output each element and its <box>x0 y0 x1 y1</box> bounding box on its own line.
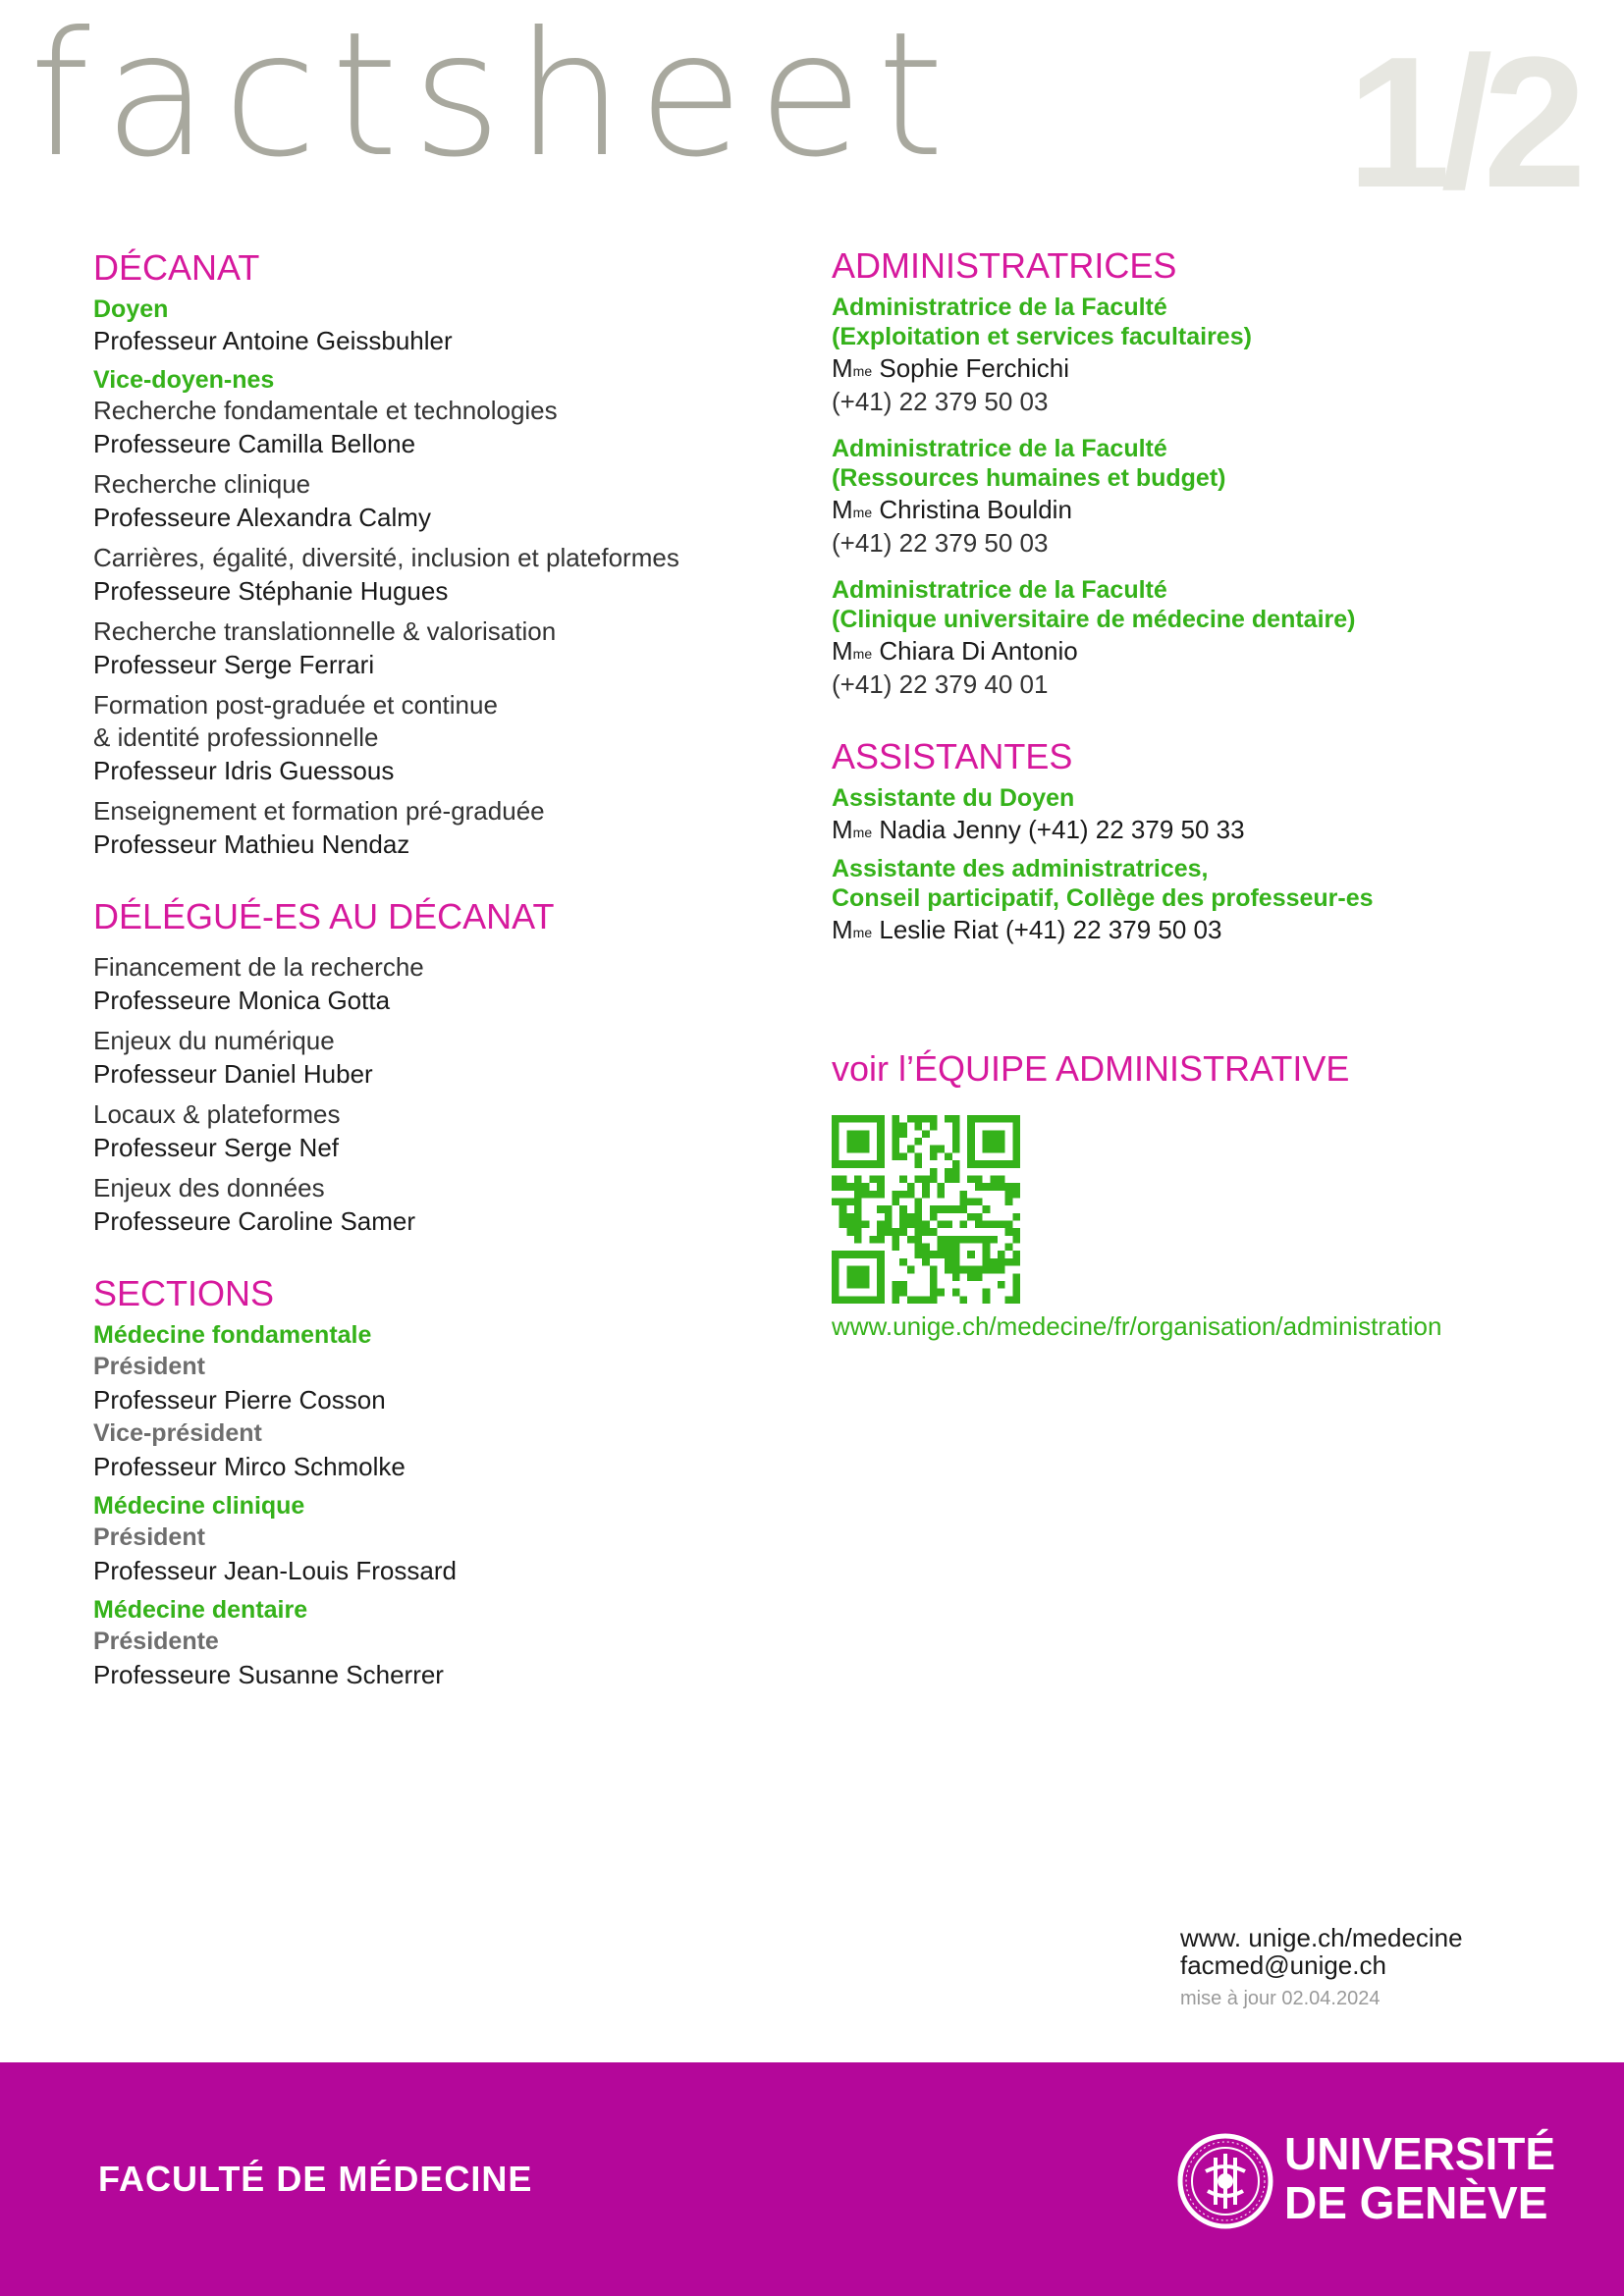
qr-code-icon[interactable] <box>832 1115 1020 1304</box>
delegue-topic: Enjeux des données <box>93 1173 325 1202</box>
delegue-person: Professeur Serge Nef <box>93 1133 340 1162</box>
vice-person: Professeure Stéphanie Hugues <box>93 576 449 606</box>
vice-topic: Recherche clinique <box>93 469 311 499</box>
page-number: 1/2 <box>1346 19 1577 227</box>
section-name: Médecine fondamentale <box>93 1321 372 1349</box>
admin-phone: (+41) 22 379 50 03 <box>832 387 1049 416</box>
assistant-phone: (+41) 22 379 50 33 <box>1028 815 1245 844</box>
dean-role: Doyen <box>93 295 169 323</box>
decanat-heading: DÉCANAT <box>93 247 260 288</box>
section-president: Professeur Jean-Louis Frossard <box>93 1556 457 1585</box>
update-date: mise à jour 02.04.2024 <box>1180 1988 1380 2009</box>
section-vice-role: Vice-président <box>93 1419 262 1447</box>
delegue-topic: Enjeux du numérique <box>93 1026 335 1055</box>
vice-topic-line2: & identité professionnelle <box>93 722 379 752</box>
vice-topic: Carrières, égalité, diversité, inclusion et plateformes <box>93 543 679 572</box>
admin-name: Chiara Di Antonio <box>879 636 1078 666</box>
assistant-name-line: $M^{me}$ Leslie Riat (+41) 22 379 50 03 <box>832 915 1222 944</box>
section-president-role: Président <box>93 1353 205 1380</box>
vice-person: Professeure Camilla Bellone <box>93 429 416 458</box>
vice-topic: Recherche fondamentale et technologies <box>93 396 558 425</box>
admin-name-line: $M^{me}$ Christina Bouldin <box>832 495 1072 524</box>
admin-phone: (+41) 22 379 50 03 <box>832 528 1049 558</box>
faculty-name: FACULTÉ DE MÉDECINE <box>98 2159 533 2199</box>
dean-name: Professeur Antoine Geissbuhler <box>93 326 453 355</box>
university-seal-icon <box>1176 2132 1274 2230</box>
vice-person: Professeur Idris Guessous <box>93 756 395 785</box>
university-name <box>1284 2129 1555 2227</box>
section-president-role: Président <box>93 1523 205 1551</box>
admins-heading: ADMINISTRATRICES <box>832 245 1177 286</box>
section-president-role: Présidente <box>93 1628 219 1655</box>
admin-role-detail: (Exploitation et services facultaires) <box>832 323 1252 350</box>
admin-name-line: $M^{me}$ Sophie Ferchichi <box>832 353 1070 383</box>
assistant-phone: (+41) 22 379 50 03 <box>1005 915 1222 944</box>
delegues-heading: DÉLÉGUÉ-ES AU DÉCANAT <box>93 896 555 936</box>
section-name: Médecine dentaire <box>93 1596 308 1624</box>
admin-role-detail: (Ressources humaines et budget) <box>832 464 1226 492</box>
assistant-role: Assistante du Doyen <box>832 784 1075 812</box>
vice-person: Professeur Mathieu Nendaz <box>93 829 410 859</box>
sections-heading: SECTIONS <box>93 1273 275 1313</box>
vice-topic: Enseignement et formation pré-graduée <box>93 796 545 826</box>
delegue-person: Professeur Daniel Huber <box>93 1059 373 1089</box>
assistant-role-detail: Conseil participatif, Collège des professeur-es <box>832 884 1374 912</box>
university-name-line1: UNIVERSITÉ <box>1284 2128 1556 2179</box>
admin-name: Sophie Ferchichi <box>879 353 1070 383</box>
page-title: factsheet <box>29 0 958 195</box>
admin-role: Administratrice de la Faculté <box>832 435 1167 462</box>
assistant-role: Assistante des administratrices, <box>832 855 1209 882</box>
assistantes-heading: ASSISTANTES <box>832 736 1073 776</box>
section-name: Médecine clinique <box>93 1492 305 1520</box>
left-column <box>93 247 781 1691</box>
admin-role: Administratrice de la Faculté <box>832 576 1167 604</box>
vice-person: Professeure Alexandra Calmy <box>93 503 431 532</box>
admin-phone: (+41) 22 379 40 01 <box>832 669 1049 699</box>
equipe-url-link[interactable]: www.unige.ch/medecine/fr/organisation/administration <box>832 1311 1442 1341</box>
admin-name-line: $M^{me}$ Chiara Di Antonio <box>832 636 1078 666</box>
footer-bar <box>0 2062 1624 2296</box>
vice-topic: Formation post-graduée et continue <box>93 690 498 720</box>
delegue-person: Professeure Monica Gotta <box>93 986 391 1015</box>
vice-topic: Recherche translationnelle & valorisation <box>93 616 557 646</box>
section-president: Professeure Susanne Scherrer <box>93 1660 444 1689</box>
university-name-line2: DE GENÈVE <box>1284 2177 1548 2228</box>
vice-person: Professeur Serge Ferrari <box>93 650 375 679</box>
vice-deans-role: Vice-doyen-nes <box>93 366 275 394</box>
assistant-name: Nadia Jenny <box>879 815 1021 844</box>
section-president: Professeur Pierre Cosson <box>93 1385 386 1415</box>
delegue-topic: Financement de la recherche <box>93 952 424 982</box>
admin-role-detail: (Clinique universitaire de médecine dentaire) <box>832 606 1356 633</box>
admin-name: Christina Bouldin <box>879 495 1072 524</box>
equipe-link-heading[interactable]: voir l’ÉQUIPE ADMINISTRATIVE <box>832 1048 1350 1089</box>
email-link[interactable]: facmed@unige.ch <box>1180 1950 1386 1980</box>
delegue-topic: Locaux & plateformes <box>93 1099 341 1129</box>
delegue-person: Professeure Caroline Samer <box>93 1206 416 1236</box>
admin-role: Administratrice de la Faculté <box>832 294 1167 321</box>
contact-block <box>1180 1924 1463 2012</box>
assistant-name-line: $M^{me}$ Nadia Jenny (+41) 22 379 50 33 <box>832 815 1245 844</box>
right-column <box>832 245 1539 1343</box>
section-vice: Professeur Mirco Schmolke <box>93 1452 406 1481</box>
website-link[interactable]: www. unige.ch/medecine <box>1180 1923 1463 1952</box>
assistant-name: Leslie Riat <box>879 915 999 944</box>
